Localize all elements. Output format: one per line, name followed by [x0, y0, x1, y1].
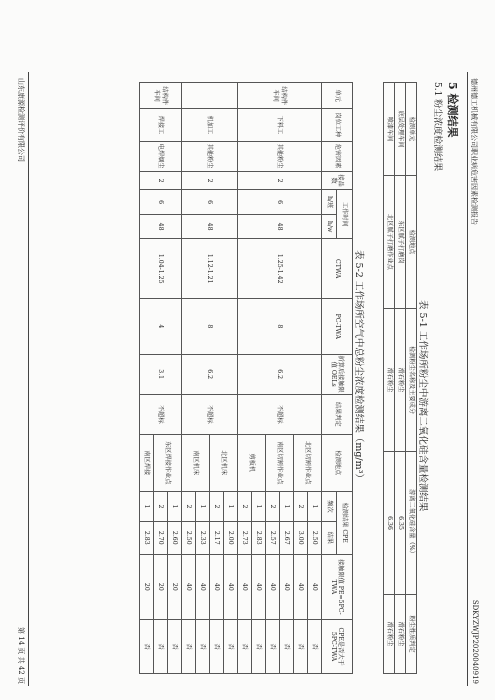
- header-judge: 结果判定: [322, 394, 353, 434]
- table-row: [395, 83, 406, 674]
- table-row: [384, 83, 395, 674]
- table1-cell: 6.36: [384, 452, 395, 595]
- table1-cell: 滑石粉尘: [384, 309, 395, 452]
- hazard-cell: 其他粉尘: [182, 141, 238, 171]
- exceed-cell: 否: [168, 620, 182, 674]
- table1-cell: 滑石粉尘: [384, 595, 395, 674]
- table1-header-cell: 检测单元: [406, 83, 417, 176]
- hours-week-cell: 48: [182, 214, 238, 239]
- result-cell: 2.70: [154, 522, 168, 554]
- result-cell: 2.60: [168, 522, 182, 554]
- header-pe-limit: 接触限值 PE=5PC-TWA: [322, 554, 353, 620]
- limit-cell: 20: [140, 554, 154, 620]
- limit-cell: 40: [224, 554, 238, 620]
- ctwa-cell: 1.12-1.21: [182, 239, 238, 299]
- table1-cell: 6.35: [395, 452, 406, 595]
- result-cell: 3.00: [294, 522, 308, 554]
- unit-cell: 结构件车间: [140, 83, 182, 109]
- limit-cell: 40: [294, 554, 308, 620]
- unit-cell: [182, 83, 238, 109]
- result-cell: 2.00: [224, 522, 238, 554]
- shifts-cell: 6: [182, 190, 238, 214]
- unit-cell: 结构件车间: [238, 83, 322, 109]
- table1-header-cell: 粉尘性质判定: [406, 595, 417, 674]
- exceed-cell: 否: [252, 620, 266, 674]
- result-cell: 2.50: [308, 522, 322, 554]
- freq-cell: 1: [280, 491, 294, 521]
- header-post: 岗位工种: [322, 109, 353, 141]
- page-number: 第 14 页 共 42 页: [17, 627, 25, 684]
- table-row: [308, 83, 322, 674]
- table1-cell: 滑石粉尘: [395, 595, 406, 674]
- result-cell: 2.83: [140, 522, 154, 554]
- result-cell: 2.67: [280, 522, 294, 554]
- table1-cell: 滑石粉尘: [395, 309, 406, 452]
- freq-cell: 1: [196, 491, 210, 521]
- limit-cell: 40: [308, 554, 322, 620]
- header-hazard: 危害因素: [322, 141, 353, 171]
- freq-cell: 2: [182, 491, 196, 521]
- limit-cell: 20: [154, 554, 168, 620]
- pctwa-cell: 4: [140, 299, 182, 355]
- table1-cell: 喷漆车间: [384, 83, 395, 176]
- freq-cell: 1: [224, 491, 238, 521]
- freq-cell: 1: [252, 491, 266, 521]
- result-cell: 2.17: [210, 522, 224, 554]
- report-number: SDKYZWJP2020040919: [471, 599, 479, 684]
- freq-cell: 1: [308, 491, 322, 521]
- limit-cell: 40: [280, 554, 294, 620]
- limit-cell: 20: [168, 554, 182, 620]
- freq-cell: 2: [266, 491, 280, 521]
- result-cell: 2.33: [196, 522, 210, 554]
- judge-cell: 不超标: [140, 394, 182, 434]
- hazard-cell: 电焊烟尘: [140, 141, 182, 171]
- headcount-cell: 2: [140, 171, 182, 190]
- site-cell: 东区焊接作业点: [154, 434, 182, 491]
- header-rule: [467, 72, 468, 686]
- exceed-cell: 否: [154, 620, 168, 674]
- table1-cell: 北区腻子打磨作业点: [384, 176, 395, 309]
- table2-header-row: [337, 83, 353, 674]
- table1-cell: 底层处理车间: [395, 83, 406, 176]
- freq-cell: 2: [210, 491, 224, 521]
- ctwa-cell: 1.04-1.25: [140, 239, 182, 299]
- limit-cell: 40: [238, 554, 252, 620]
- limit-cell: 40: [196, 554, 210, 620]
- post-cell: 机加工: [182, 109, 238, 141]
- exceed-cell: 否: [224, 620, 238, 674]
- post-cell: 焊接工: [140, 109, 182, 141]
- exceed-cell: 否: [210, 620, 224, 674]
- header-site: 检测地点: [322, 434, 353, 491]
- hours-week-cell: 48: [140, 214, 182, 239]
- oels-cell: 6.2: [238, 354, 322, 394]
- ctwa-cell: 1.25-1.42: [238, 239, 322, 299]
- shifts-cell: 6: [140, 190, 182, 214]
- result-cell: 2.73: [238, 522, 252, 554]
- report-header-title: 德州德工机械有限公司职业病危害因素检测报告: [470, 78, 478, 225]
- table1-caption: 表 5-1 工作场所粉尘中游离二氧化硅含量检测结果: [417, 300, 428, 512]
- exceed-cell: 否: [182, 620, 196, 674]
- oels-cell: 3.1: [140, 354, 182, 394]
- site-cell: 南区切割作业点: [266, 434, 294, 491]
- freq-cell: 1: [168, 491, 182, 521]
- table1-header-cell: 检测粉尘名称及主要成分: [406, 309, 417, 452]
- judge-cell: 不超标: [238, 394, 322, 434]
- site-cell: 南区焊接: [140, 434, 154, 491]
- shifts-cell: 6: [238, 190, 322, 214]
- header-unit: 单元: [322, 83, 353, 109]
- exceed-cell: 否: [196, 620, 210, 674]
- post-cell: 下料工: [238, 109, 322, 141]
- oels-cell: 6.2: [182, 354, 238, 394]
- header-ctwa: CTWA: [322, 239, 353, 299]
- exceed-cell: 否: [308, 620, 322, 674]
- exceed-cell: 否: [140, 620, 154, 674]
- exceed-cell: 否: [280, 620, 294, 674]
- limit-cell: 40: [182, 554, 196, 620]
- result-cell: 2.57: [266, 522, 280, 554]
- header-pctwa: PC-TWA: [322, 299, 353, 355]
- exceed-cell: 否: [266, 620, 280, 674]
- table1-header-cell: 游离二氧化硅含量（%）: [406, 452, 417, 595]
- header-result: 检测结果 CPE: [337, 491, 353, 554]
- section-subtitle: 5.1 粉尘浓度检测结果: [432, 82, 442, 172]
- table1-header-row: [406, 83, 417, 674]
- hazard-cell: 其他粉尘: [238, 141, 322, 171]
- table2-caption: 表 5-2 工作场所空气中总粉尘浓度检测结果（mg/m³）: [353, 250, 364, 483]
- section-title: 5 检测结果: [446, 82, 459, 138]
- result-cell: 2.50: [182, 522, 196, 554]
- header-shifts: h/班: [322, 190, 338, 214]
- header-work-time: 工作时间: [337, 190, 353, 239]
- header-headcount: 接品数: [322, 171, 353, 190]
- site-cell: 北区机床: [210, 434, 238, 491]
- site-cell: 剪板机: [238, 434, 266, 491]
- table-row: [224, 83, 238, 674]
- free-silica-table: [383, 82, 417, 674]
- freq-cell: 2: [294, 491, 308, 521]
- freq-cell: 2: [154, 491, 168, 521]
- headcount-cell: 2: [238, 171, 322, 190]
- limit-cell: 40: [252, 554, 266, 620]
- exceed-cell: 否: [238, 620, 252, 674]
- judge-cell: 不超标: [182, 394, 238, 434]
- limit-cell: 40: [266, 554, 280, 620]
- header-exceed: CPE是否大于 5PC-TWA: [322, 620, 353, 674]
- table-row: [168, 83, 182, 674]
- table1-cell: 东区腻子打磨岗: [395, 176, 406, 309]
- headcount-cell: 2: [182, 171, 238, 190]
- footer-rule: [28, 72, 29, 686]
- header-oels: 折算后接触限值 OELs: [322, 354, 353, 394]
- dust-concentration-table: [139, 82, 353, 674]
- table2-body: [140, 83, 322, 674]
- exceed-cell: 否: [294, 620, 308, 674]
- pctwa-cell: 8: [182, 299, 238, 355]
- site-cell: 北区切割作业点: [294, 434, 322, 491]
- hours-week-cell: 48: [238, 214, 322, 239]
- footer-organization: 山东康源检测评价有限公司: [17, 78, 25, 162]
- header-hours-week: h/w: [322, 214, 338, 239]
- header-value: 结果: [322, 522, 338, 554]
- freq-cell: 2: [238, 491, 252, 521]
- result-cell: 2.83: [252, 522, 266, 554]
- site-cell: 南区机床: [182, 434, 210, 491]
- pctwa-cell: 8: [238, 299, 322, 355]
- limit-cell: 40: [210, 554, 224, 620]
- freq-cell: 1: [140, 491, 154, 521]
- table1-header-cell: 检测地点: [406, 176, 417, 309]
- header-freq: 频次: [322, 491, 338, 521]
